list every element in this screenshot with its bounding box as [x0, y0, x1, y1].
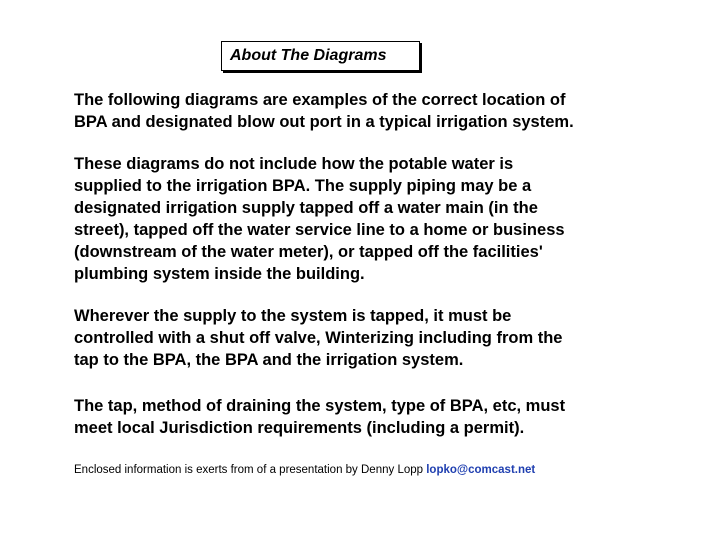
text-line: These diagrams do not include how the potable water is: [74, 155, 514, 173]
paragraph-supply-piping: [74, 153, 634, 285]
text-line: supplied to the irrigation BPA. The supply piping may be a: [74, 177, 532, 195]
paragraph-diagram-examples: [74, 89, 634, 133]
paragraph-shut-off-valve: [74, 305, 634, 371]
text-line: BPA and designated blow out port in a typical irrigation system.: [74, 113, 574, 131]
text-line: (downstream of the water meter), or tapped off the facilities': [74, 243, 543, 261]
footer-text: Enclosed information is exerts from of a presentation by Denny Lopp: [74, 464, 424, 476]
text-line: The tap, method of draining the system, type of BPA, etc, must: [74, 397, 566, 415]
page-title: About The Diagrams: [221, 41, 420, 71]
text-line: street), tapped off the water service line to a home or business: [74, 221, 565, 239]
footer-credit: [74, 462, 535, 478]
text-line: tap to the BPA, the BPA and the irrigation system.: [74, 351, 464, 369]
text-line: designated irrigation supply tapped off a water main (in the: [74, 199, 538, 217]
text-line: meet local Jurisdiction requirements (including a permit).: [74, 419, 525, 437]
text-line: The following diagrams are examples of the correct location of: [74, 91, 566, 109]
text-line: controlled with a shut off valve, Winterizing including from the: [74, 329, 563, 347]
text-line: Wherever the supply to the system is tapped, it must be: [74, 307, 512, 325]
email-link[interactable]: lopko@comcast.net: [426, 464, 536, 476]
text-line: plumbing system inside the building.: [74, 265, 365, 283]
paragraph-jurisdiction-requirements: [74, 395, 634, 439]
